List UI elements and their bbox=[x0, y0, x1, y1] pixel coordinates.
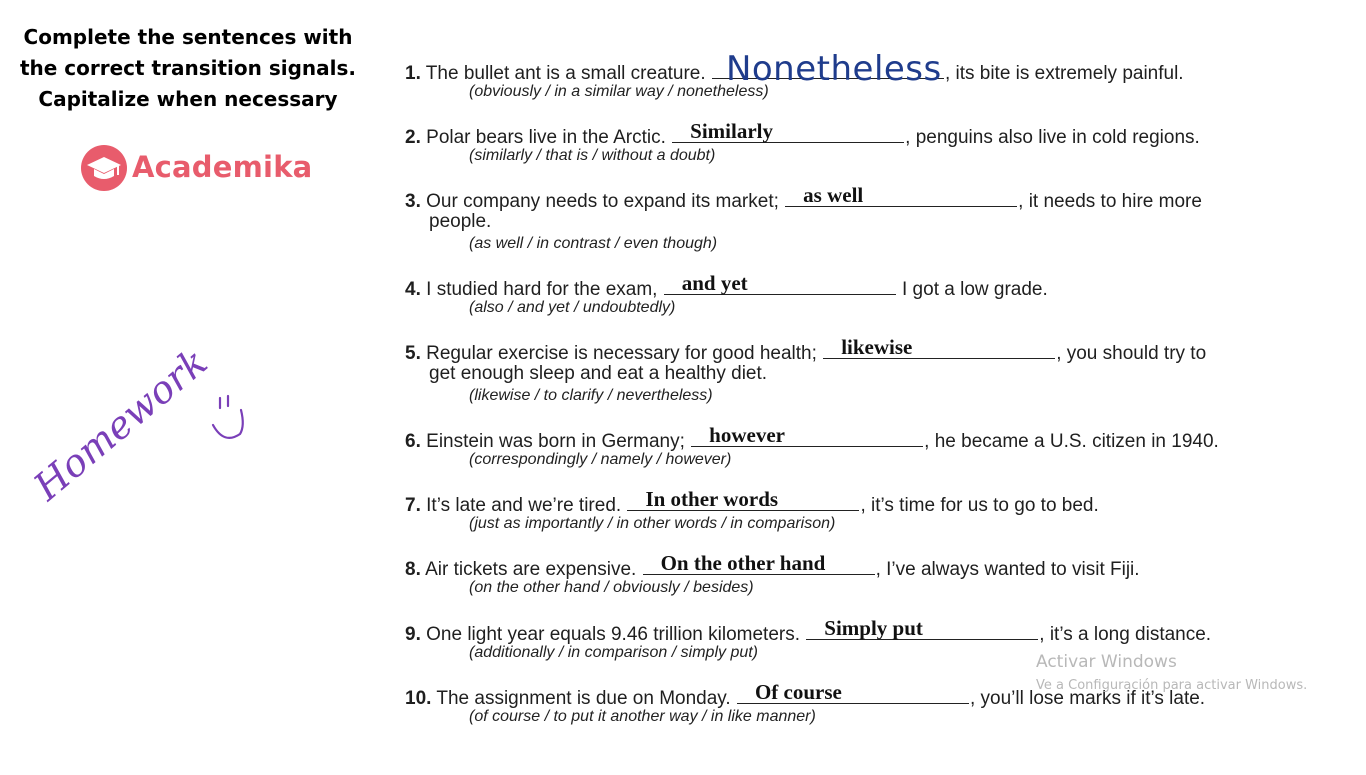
instructions-line-3: Capitalize when necessary bbox=[38, 87, 338, 111]
answer-blank[interactable] bbox=[672, 119, 904, 143]
smiley-face-icon bbox=[213, 396, 243, 438]
answer-blank[interactable] bbox=[643, 551, 875, 575]
instructions-line-2: the correct transition signals. bbox=[19, 56, 357, 80]
answer-options: (obviously / in a similar way / nonetheless) bbox=[469, 83, 769, 100]
question-6 bbox=[405, 423, 1219, 470]
question-text-after: , it’s a long distance. bbox=[1039, 624, 1212, 645]
question-8 bbox=[405, 551, 1140, 598]
question-number: 2. bbox=[405, 127, 421, 148]
watermark-subtitle: Ve a Configuración para activar Windows. bbox=[1036, 678, 1308, 693]
answer-options: (of course / to put it another way / in like manner) bbox=[469, 708, 816, 725]
answer-blank[interactable] bbox=[823, 335, 1055, 359]
question-text-after: , it needs to hire more bbox=[1018, 191, 1202, 212]
question-text-before: Polar bears live in the Arctic. bbox=[426, 127, 666, 148]
question-text-before: I studied hard for the exam, bbox=[426, 279, 658, 300]
answer-text: and yet bbox=[681, 271, 748, 295]
question-text-before: The assignment is due on Monday. bbox=[436, 688, 731, 709]
instructions-line-1: Complete the sentences with bbox=[23, 25, 353, 49]
answer-blank[interactable] bbox=[691, 423, 923, 447]
answer-text: Nonetheless bbox=[725, 49, 942, 89]
question-text-before: Regular exercise is necessary for good health; bbox=[426, 343, 817, 364]
answer-text: likewise bbox=[841, 335, 913, 359]
question-number: 6. bbox=[405, 431, 421, 452]
question-text-after: , you should try to bbox=[1056, 343, 1207, 364]
question-1 bbox=[405, 49, 1184, 102]
answer-text: Simply put bbox=[824, 616, 923, 640]
question-number: 10. bbox=[405, 688, 432, 709]
question-text-before: The bullet ant is a small creature. bbox=[425, 63, 706, 84]
question-number: 4. bbox=[405, 279, 421, 300]
question-text-before: Our company needs to expand its market; bbox=[426, 191, 779, 212]
instructions bbox=[18, 22, 358, 115]
question-number: 9. bbox=[405, 624, 421, 645]
question-2 bbox=[405, 119, 1200, 166]
question-4 bbox=[405, 271, 1048, 318]
answer-blank[interactable] bbox=[785, 183, 1017, 207]
answer-options: (just as importantly / in other words / in comparison) bbox=[469, 515, 836, 532]
question-text-after: , penguins also live in cold regions. bbox=[905, 127, 1200, 148]
answer-options: (as well / in contrast / even though) bbox=[469, 235, 718, 252]
question-text-after: , its bite is extremely painful. bbox=[944, 63, 1184, 84]
question-3 bbox=[405, 183, 1202, 254]
answer-blank[interactable] bbox=[737, 680, 969, 704]
windows-activation-watermark bbox=[1036, 652, 1307, 693]
answer-options: (correspondingly / namely / however) bbox=[469, 451, 732, 468]
question-text-after: , it’s time for us to go to bed. bbox=[860, 495, 1099, 516]
question-continuation: get enough sleep and eat a healthy diet. bbox=[429, 363, 768, 384]
homework-doodle bbox=[0, 330, 300, 530]
answer-blank[interactable] bbox=[712, 49, 944, 89]
question-number: 8. bbox=[405, 559, 421, 580]
question-number: 5. bbox=[405, 343, 421, 364]
answer-options: (also / and yet / undoubtedly) bbox=[469, 299, 676, 316]
graduation-cap-icon bbox=[80, 144, 128, 192]
answer-text: Of course bbox=[754, 680, 842, 704]
watermark-title: Activar Windows bbox=[1036, 652, 1177, 672]
question-text-before: Einstein was born in Germany; bbox=[426, 431, 685, 452]
answer-text: On the other hand bbox=[660, 551, 826, 575]
question-text-before: Air tickets are expensive. bbox=[425, 559, 637, 580]
question-7 bbox=[405, 487, 1099, 534]
question-number: 3. bbox=[405, 191, 421, 212]
question-number: 7. bbox=[405, 495, 421, 516]
answer-blank[interactable] bbox=[806, 616, 1038, 640]
answer-text: In other words bbox=[645, 487, 779, 511]
question-text-before: One light year equals 9.46 trillion kilometers. bbox=[426, 624, 800, 645]
question-text-after: , you’ll lose marks if it’s late. bbox=[969, 688, 1206, 709]
answer-blank[interactable] bbox=[664, 271, 896, 295]
answer-text: however bbox=[709, 423, 785, 447]
question-continuation: people. bbox=[429, 211, 492, 232]
question-text-after: I got a low grade. bbox=[902, 279, 1048, 300]
answer-text: as well bbox=[803, 183, 864, 207]
answer-options: (on the other hand / obviously / besides) bbox=[469, 579, 754, 596]
answer-blank[interactable] bbox=[627, 487, 859, 511]
answer-options: (similarly / that is / without a doubt) bbox=[469, 147, 716, 164]
question-text-before: It’s late and we’re tired. bbox=[426, 495, 622, 516]
question-text-after: , he became a U.S. citizen in 1940. bbox=[924, 431, 1219, 452]
answer-options: (additionally / in comparison / simply put) bbox=[469, 644, 759, 661]
academika-logo bbox=[80, 143, 313, 193]
question-text-after: , I’ve always wanted to visit Fiji. bbox=[875, 559, 1140, 580]
question-5 bbox=[405, 335, 1207, 406]
homework-text: Homework bbox=[25, 339, 216, 509]
answer-options: (likewise / to clarify / nevertheless) bbox=[469, 387, 713, 404]
logo-text: Academika bbox=[132, 150, 313, 184]
question-number: 1. bbox=[405, 63, 421, 84]
answer-text: Similarly bbox=[690, 119, 773, 143]
